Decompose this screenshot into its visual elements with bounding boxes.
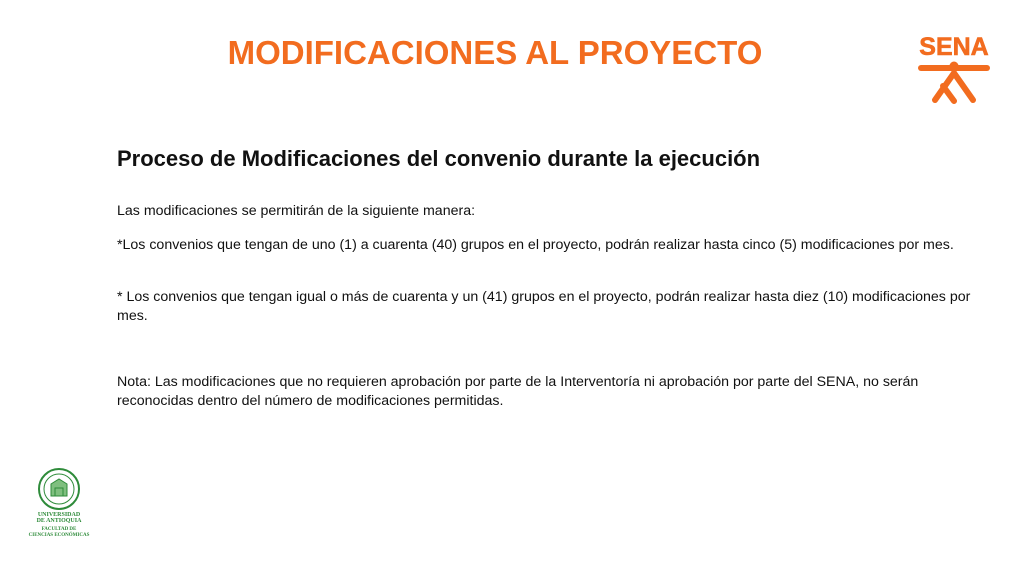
slide-title: MODIFICACIONES AL PROYECTO: [227, 34, 763, 71]
rule-paragraph-2: * Los convenios que tengan igual o más de cuarenta y un (41) grupos en el proyecto, podrán realizar hasta diez (10) modificaciones por mes.: [117, 289, 971, 324]
intro-paragraph: Las modificaciones se permitirán de la siguiente manera:: [117, 203, 476, 219]
slide-subtitle: Proceso de Modificaciones del convenio durante la ejecución: [117, 146, 761, 171]
sena-logo-icon: [913, 26, 995, 106]
seal-line-1: UNIVERSIDAD: [37, 512, 81, 518]
rule-paragraph-1: *Los convenios que tengan de uno (1) a cuarenta (40) grupos en el proyecto, podrán realizar hasta cinco (5) modificaciones por mes.: [117, 237, 954, 253]
sena-logo-text: SENA: [919, 33, 989, 61]
seal-line-4: CIENCIAS ECONÓMICAS: [28, 533, 90, 538]
seal-line-2: DE ANTIOQUIA: [36, 518, 82, 524]
seal-line-3: FACULTAD DE: [41, 527, 77, 532]
university-seal-icon: [24, 466, 94, 542]
slide-content: [117, 146, 977, 411]
note-paragraph: Nota: Las modificaciones que no requieren aprobación por parte de la Interventoría ni aprobación por parte del SENA, no serán reconocidas dentro del número de modificaciones permitidas.: [117, 374, 919, 409]
